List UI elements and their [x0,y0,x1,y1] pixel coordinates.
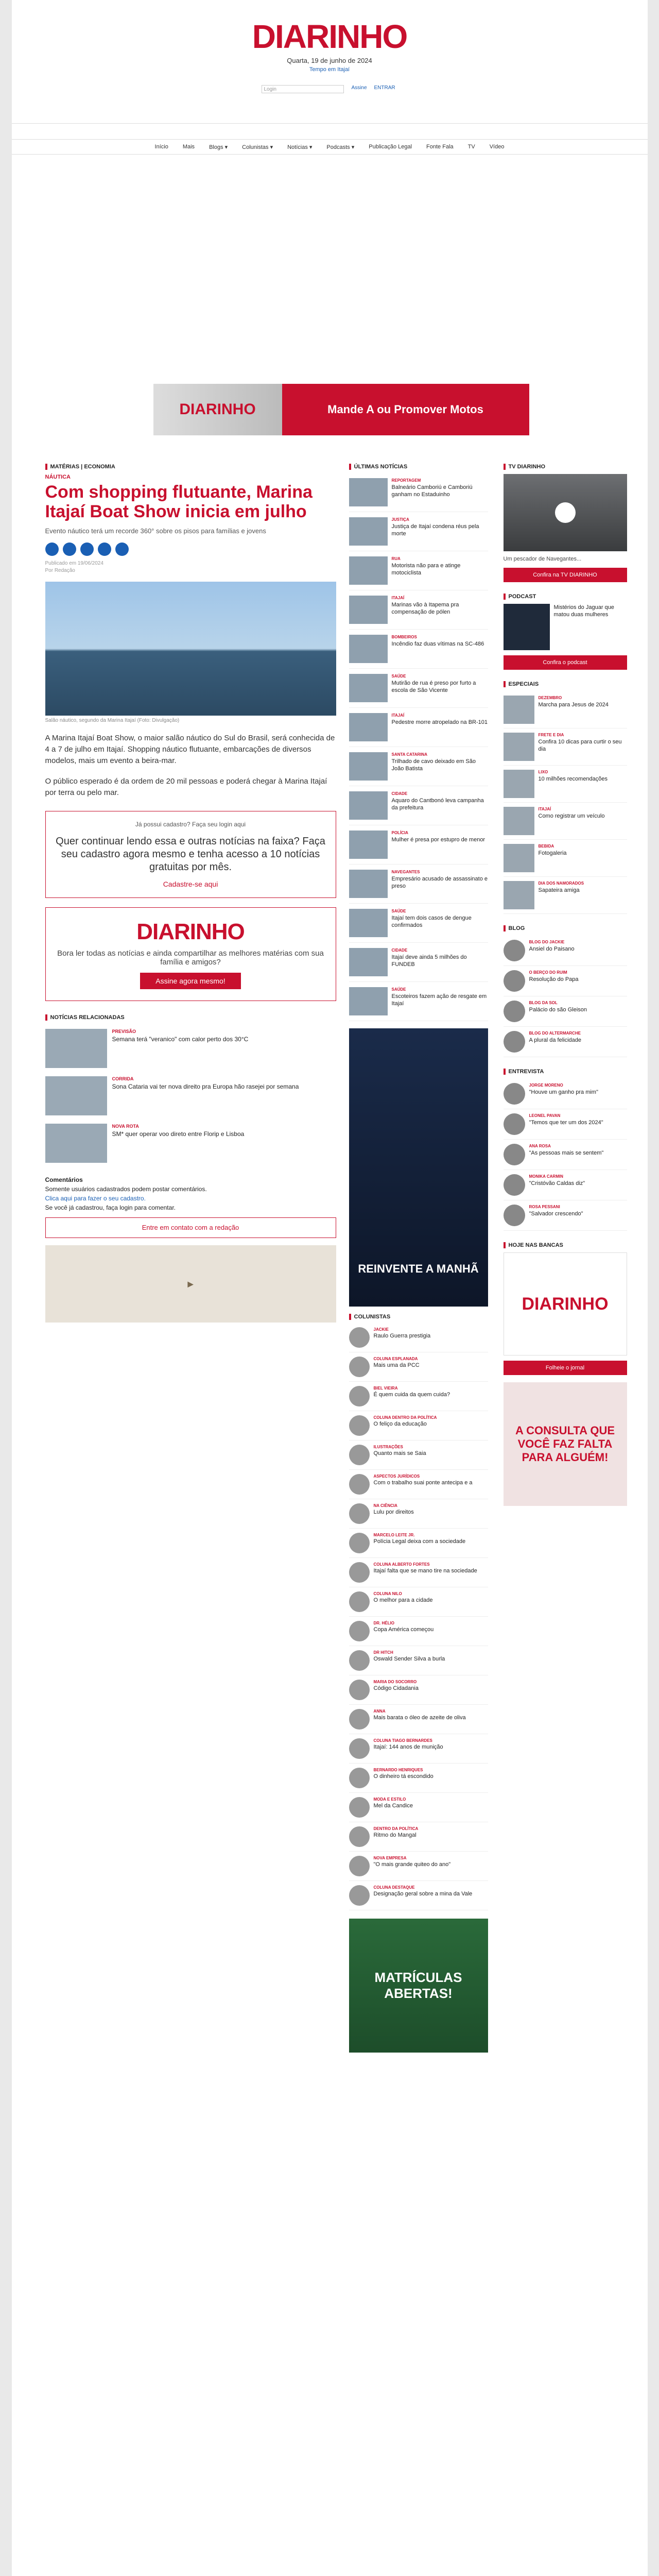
podcast-title: PODCAST [504,594,627,600]
news-headline[interactable]: Marinas vão à Itapema pra compensação de pólen [391,602,459,615]
news-headline[interactable]: Trilhado de cavo deixado em São João Batista [391,758,476,772]
news-item[interactable] [349,669,488,708]
news-kicker: JUSTIÇA [391,517,409,522]
photo-caption: Salão náutico, segundo da Marina Itajaí (Foto: Divulgação) [45,718,180,723]
right-column [504,464,627,1506]
comments-title: Comentários [45,1176,83,1183]
columnist-name: COLUNA DESTAQUE [373,1885,415,1890]
blog-name: BLOG DA SOL [529,1001,558,1005]
special-item[interactable] [504,728,627,766]
columnist-avatar [349,1738,370,1759]
related-headline[interactable]: Sona Cataria vai ter nova direito pra Europa hão rasejei por semana [112,1083,299,1090]
news-thumb [349,556,388,585]
news-thumb [349,870,388,898]
news-kicker: BOMBEIROS [391,635,417,639]
news-thumb [349,635,388,663]
columnist-headline[interactable]: Quanto mais se Saia [373,1450,426,1456]
enter-link[interactable]: ENTRAR [374,85,395,91]
columnist-avatar [349,1591,370,1612]
blog-item[interactable] [504,1027,627,1057]
interview-headline[interactable]: "Salvador crescendo" [529,1211,583,1217]
newspaper-cover[interactable] [504,1252,627,1355]
news-item[interactable] [349,551,488,590]
ad-left: DIARINHO [153,384,282,435]
columnist-name: NA CIÊNCIA [373,1503,397,1508]
news-kicker: REPORTAGEM [391,478,421,483]
columnist-avatar [349,1533,370,1553]
columnist-avatar [349,1327,370,1348]
related-news [45,1014,336,1163]
news-kicker: SAÚDE [391,987,406,992]
news-kicker: NAVEGANTES [391,870,420,874]
news-headline[interactable]: Itajaí tem dois casos de dengue confirmados [391,915,472,928]
side-ad[interactable]: REINVENTE A MANHÃ [349,1028,488,1307]
blog-headline[interactable]: Palácio do são Gleison [529,1007,587,1013]
columnist-item[interactable] [349,1558,488,1587]
interview-item[interactable] [504,1079,627,1109]
telegram-icon[interactable] [115,543,129,556]
register-link[interactable]: Cadastre-se aqui [163,880,218,888]
article-meta [45,560,336,574]
columnist-headline[interactable]: O feliço da educação [373,1421,427,1427]
related-kicker: NOVA ROTA [112,1124,139,1129]
special-item[interactable] [504,840,627,877]
subscribe-link[interactable]: Assine [351,85,367,91]
columnist-item[interactable] [349,1764,488,1793]
video-player[interactable] [504,474,627,551]
related-headline[interactable]: SM* quer operar voo direto entre Florip e Lisboa [112,1130,245,1138]
share-bar [45,543,336,556]
special-kicker: ITAJAÍ [538,807,551,811]
article-body [45,733,336,799]
news-headline[interactable]: Incêndio faz duas vítimas na SC-486 [391,641,484,647]
columnist-item[interactable] [349,1440,488,1470]
blog-list [504,936,627,1057]
columnist-name: COLUNA DENTRO DA POLÍTICA [373,1415,437,1420]
columnist-name: ASPECTOS JURÍDICOS [373,1474,420,1479]
news-headline[interactable]: Balneário Camboriú e Camboriú ganham no Estaduinho [391,484,473,498]
related-thumb [45,1076,107,1115]
article-photo[interactable] [45,582,336,716]
news-thumb [349,713,388,741]
podcast-text[interactable]: Mistérios do Jaguar que matou duas mulheres [553,604,614,618]
special-thumb [504,696,534,724]
columnist-item[interactable] [349,1822,488,1852]
news-item[interactable] [349,982,488,1021]
news-kicker: SAÚDE [391,909,406,913]
tv-button[interactable]: Confira na TV DIARINHO [504,568,627,582]
columnist-headline[interactable]: O dinheiro tá escondido [373,1773,433,1780]
related-item[interactable] [45,1076,336,1115]
columnist-name: MODA E ESTILO [373,1797,406,1802]
columnist-item[interactable] [349,1411,488,1440]
nav-item[interactable]: Mais [182,144,195,150]
columnist-avatar [349,1357,370,1377]
interview-name: ROSA PESSANI [529,1205,560,1209]
nav-item[interactable]: Colunistas ▾ [242,144,273,150]
related-kicker: CORRIDA [112,1076,134,1081]
columnist-avatar [349,1562,370,1583]
columnist-avatar [349,1503,370,1524]
columnist-item[interactable] [349,1382,488,1411]
news-thumb [349,674,388,702]
cover-logo: DIARINHO [522,1294,609,1314]
news-thumb [349,831,388,859]
columnist-item[interactable] [349,1323,488,1352]
columnist-headline[interactable]: Itajaí: 144 anos de munição [373,1744,443,1750]
header-date: Quarta, 19 de junho de 2024 [287,57,372,64]
top-banner-ad[interactable] [153,384,529,435]
special-item[interactable] [504,766,627,803]
special-item[interactable] [504,877,627,914]
columnist-headline[interactable]: Código Cidadania [373,1685,419,1691]
login-prompt[interactable]: Já possui cadastro? Faça seu login aqui [135,821,246,828]
latest-news-column [349,464,488,2053]
news-thumb [349,948,388,976]
news-item[interactable] [349,904,488,943]
special-thumb [504,733,534,761]
news-headline[interactable]: Pedestre morre atropelado na BR-101 [391,719,488,725]
related-thumb [45,1124,107,1163]
news-item[interactable] [349,630,488,669]
columnist-headline[interactable]: Copa América começou [373,1626,434,1633]
columnist-name: ILUSTRAÇÕES [373,1445,403,1449]
interview-item[interactable] [504,1140,627,1170]
special-headline[interactable]: Fotogaleria [538,850,567,856]
columnist-name: MARCELO LEITE JR. [373,1533,415,1537]
play-icon[interactable] [555,502,576,523]
news-thumb [349,909,388,937]
blog-title: BLOG [504,925,627,931]
columnist-avatar [349,1415,370,1436]
news-headline[interactable]: Motorista não para e atinge motociclista [391,563,461,576]
news-headline[interactable]: Aquaro do Cantbonó leva campanha da prefeitura [391,798,484,811]
special-headline[interactable]: Como registrar um veículo [538,813,605,819]
columnist-headline[interactable]: Lulu por direitos [373,1509,414,1515]
columnist-item[interactable] [349,1705,488,1734]
blog-name: BLOG DO JACKIE [529,940,565,944]
columnist-headline[interactable]: Mais uma da PCC [373,1362,420,1368]
columnist-avatar [349,1474,370,1495]
columnist-name: DR HITCH [373,1650,393,1655]
enrollment-ad[interactable]: MATRÍCULAS ABERTAS! [349,1919,488,2053]
video-text: Um pescador de Navegantes... [503,556,582,562]
page [12,0,648,2576]
subscribe-box [45,907,336,1001]
columnist-item[interactable] [349,1617,488,1646]
ad-right: Mande A ou Promover Motos [282,384,529,435]
news-kicker: POLÍCIA [391,831,408,835]
news-headline[interactable]: Justiça de Itajaí condena réus pela morte [391,523,479,537]
related-thumb [45,1029,107,1068]
facebook-icon[interactable] [45,543,59,556]
news-thumb [349,596,388,624]
article-lead: Evento náutico terá um recorde 360° sobre os pisos para famílias e jovens [45,527,266,535]
article-paragraph: A Marina Itajaí Boat Show, o maior salão náutico do Sul do Brasil, será conhecida de 4 a 7 de julho em Itajaí. Shopping náutico flutuante, embarcações de diversos modelos, mais um evento a beira-mar. [45,734,335,765]
columnist-item[interactable] [349,1675,488,1705]
news-kicker: RUA [391,556,401,561]
comments-section [45,1175,336,1238]
main-nav [12,139,648,155]
columnist-name: JACKIE [373,1327,389,1332]
comments-login[interactable]: Se você já cadastrou, faça login para comentar. [45,1204,176,1211]
news-kicker: ITAJAÍ [391,596,405,600]
newsstand-title: HOJE NAS BANCAS [504,1242,627,1248]
columnist-item[interactable] [349,1881,488,1910]
publish-date: Publicado em 19/06/2024 [45,561,103,566]
interview-item[interactable] [504,1170,627,1200]
interview-avatar [504,1113,525,1135]
interview-name: ANA ROSA [529,1144,551,1148]
related-kicker: PREVISÃO [112,1029,136,1034]
blog-avatar [504,970,525,992]
weather-link[interactable]: Tempo em Itajaí [309,66,350,73]
subscribe-logo: DIARINHO [136,919,245,944]
blog-name: BLOG DO ALTERMARCHE [529,1031,581,1036]
special-kicker: DIA DOS NAMORADOS [538,881,584,886]
news-thumb [349,752,388,781]
columnist-name: COLUNA ALBERTO FORTES [373,1562,430,1567]
article-paragraph: O público esperado é da ordem de 20 mil pessoas e poderá chegar à Marina Itajaí por terra ou pelo mar. [45,777,327,797]
news-item[interactable] [349,473,488,512]
nav-item[interactable]: Fonte Fala [426,144,454,150]
columnist-item[interactable] [349,1793,488,1822]
columnist-name: NOVA EMPRESA [373,1856,407,1860]
news-kicker: SAÚDE [391,674,406,679]
article-section[interactable]: MATÉRIAS | ECONOMIA [45,464,336,470]
columnist-headline[interactable]: Ritmo do Mangal [373,1832,417,1838]
columnist-name: DENTRO DA POLÍTICA [373,1826,419,1831]
interview-headline[interactable]: "Temos que ter um dos 2024" [529,1120,603,1126]
columnist-headline[interactable]: Itajaí falta que se mano tire na sociedade [373,1568,477,1574]
interview-item[interactable] [504,1200,627,1231]
news-kicker: CIDADE [391,948,408,953]
columnist-item[interactable] [349,1587,488,1617]
news-item[interactable] [349,747,488,786]
columnist-name: BERNARDO HENRIQUES [373,1768,423,1772]
blog-item[interactable] [504,936,627,966]
latest-news-title: ÚLTIMAS NOTÍCIAS [349,464,488,470]
columnist-avatar [349,1709,370,1730]
specials-title: ESPECIAIS [504,681,627,687]
blog-item[interactable] [504,996,627,1027]
nav-item[interactable]: Notícias ▾ [287,144,313,150]
subscribe-text: Bora ler todas as notícias e ainda compartilhar as melhores matérias com sua família e amigos? [57,949,324,967]
specials-list [504,691,627,914]
news-thumb [349,517,388,546]
columnist-avatar [349,1826,370,1847]
interview-name: MONIKA CARMIN [529,1174,563,1179]
blog-avatar [504,1001,525,1022]
article-title: Com shopping flutuante, Marina Itajaí Boat Show inicia em julho [45,482,313,521]
header-links [352,85,395,91]
related-item[interactable] [45,1029,336,1068]
interview-name: LEONEL PAVAN [529,1113,561,1118]
paywall-box [45,811,336,898]
podcast-item[interactable] [504,604,627,650]
news-headline[interactable]: Empresário acusado de assassinato e preso [391,876,488,889]
related-title: NOTÍCIAS RELACIONADAS [45,1014,336,1021]
newsstand-button[interactable]: Folheie o jornal [504,1361,627,1375]
blog-avatar [504,1031,525,1053]
news-headline[interactable]: Mutirão de rua é preso por furto a escola de São Vicente [391,680,476,693]
columnist-name: BIEL VIEIRA [373,1386,398,1391]
special-headline[interactable]: 10 milhões recomendações [538,776,608,782]
news-kicker: SANTA CATARINA [391,752,427,757]
interview-name: JORGE MORENO [529,1083,563,1088]
interview-avatar [504,1144,525,1165]
blog-item[interactable] [504,966,627,996]
columnist-name: COLUNA NILO [373,1591,402,1596]
nav-item[interactable]: Início [154,144,168,150]
blog-avatar [504,940,525,961]
columnist-headline[interactable]: Mel da Candice [373,1803,413,1809]
blog-name: O BERÇO DO RUIM [529,970,567,975]
podcast-thumb [504,604,550,650]
columnist-headline[interactable]: Com o trabalho suai ponte antecipa e a [373,1480,473,1486]
interview-title: ENTREVISTA [504,1069,627,1075]
header [12,0,648,124]
special-item[interactable] [504,691,627,728]
blog-headline[interactable]: Ansiel do Paisano [529,946,575,952]
tv-title: TV DIARINHO [504,464,627,470]
columnist-avatar [349,1621,370,1641]
contact-button[interactable]: Entre em contato com a redação [45,1217,336,1238]
columnist-item[interactable] [349,1852,488,1881]
health-ad[interactable]: A CONSULTA QUE VOCÊ FAZ FALTA PARA ALGUÉM! [504,1382,627,1506]
columnist-avatar [349,1386,370,1406]
news-item[interactable] [349,512,488,551]
news-kicker: CIDADE [391,791,408,796]
interview-headline[interactable]: "Houve um ganho pra mim" [529,1089,598,1095]
news-item[interactable] [349,590,488,630]
special-kicker: DEZEMBRO [538,696,562,700]
nav-item[interactable]: Vídeo [489,144,505,150]
twitter-icon[interactable] [63,543,76,556]
columnist-item[interactable] [349,1646,488,1675]
special-thumb [504,770,534,798]
columnist-avatar [349,1445,370,1465]
columnist-headline[interactable]: É quem cuida da quem cuida? [373,1392,450,1398]
columnist-avatar [349,1856,370,1876]
news-thumb [349,478,388,506]
nav-item[interactable]: Blogs ▾ [209,144,228,150]
columnists-title: COLUNISTAS [349,1314,488,1320]
special-headline[interactable]: Sapateira amiga [538,887,580,893]
columnists-list [349,1323,488,1910]
columnist-headline[interactable]: Polícia Legal deixa com a sociedade [373,1538,466,1545]
news-item[interactable] [349,865,488,904]
interview-headline[interactable]: "Cristóvão Caldas diz" [529,1180,585,1187]
columnist-avatar [349,1768,370,1788]
columnist-avatar [349,1650,370,1671]
nav-item[interactable]: Publicação Legal [369,144,412,150]
site-logo[interactable]: DIARINHO [252,18,407,55]
columnist-headline[interactable]: Mais barata o óleo de azeite de oliva [373,1715,466,1721]
columnist-avatar [349,1680,370,1700]
columnist-name: MARIA DO SOCORRO [373,1680,417,1684]
news-item[interactable] [349,786,488,825]
columnist-headline[interactable]: Raulo Guerra prestigia [373,1333,431,1339]
article [45,464,336,1323]
special-thumb [504,807,534,835]
special-thumb [504,881,534,909]
special-kicker: BEBIDA [538,844,554,849]
news-kicker: ITAJAÍ [391,713,405,718]
special-kicker: LIXO [538,770,548,774]
columnist-item[interactable] [349,1352,488,1382]
subscribe-button[interactable]: Assine agora mesmo! [140,973,240,989]
news-thumb [349,987,388,1015]
special-item[interactable] [504,803,627,840]
columnist-item[interactable] [349,1499,488,1529]
paywall-headline: Quer continuar lendo essa e outras notícias na faixa? Faça seu cadastro agora mesmo e tenha acesso a 10 notícias gratuitas por mês. [56,836,325,873]
columnist-name: DR. HÉLIO [373,1621,394,1625]
news-item[interactable] [349,825,488,865]
columnist-headline[interactable]: "O mais grande quiteo do ano" [373,1861,451,1868]
special-headline[interactable]: Marcha para Jesus de 2024 [538,702,609,708]
interview-avatar [504,1205,525,1226]
interview-headline[interactable]: "As pessoas mais se sentem" [529,1150,604,1156]
columnist-avatar [349,1885,370,1906]
columnist-headline[interactable]: O melhor para a cidade [373,1597,433,1603]
special-headline[interactable]: Confira 10 dicas para curtir o seu dia [538,739,622,752]
special-thumb [504,844,534,872]
special-kicker: FRETE E DIA [538,733,564,737]
latest-news-list [349,473,488,1021]
related-headline[interactable]: Semana terá "veranico" com calor perto dos 30°C [112,1036,249,1043]
interview-list [504,1079,627,1231]
news-thumb [349,791,388,820]
columnist-item[interactable] [349,1734,488,1764]
columnist-item[interactable] [349,1470,488,1499]
news-headline[interactable]: Itajaí deve ainda 5 milhões do FUNDEB [391,954,467,968]
columnist-name: COLUNA TIAGO BERNARDES [373,1738,432,1743]
register-comment-link[interactable]: Clica aqui para fazer o seu cadastro. [45,1195,146,1202]
blog-headline[interactable]: A plural da felicidade [529,1037,582,1043]
news-headline[interactable]: Escoteiros fazem ação de resgate em Itajaí [391,993,487,1007]
columnist-headline[interactable]: Oswald Sender Silva a burla [373,1656,445,1662]
nav-item[interactable]: Podcasts ▾ [326,144,355,150]
news-headline[interactable]: Mulher é presa por estupro de menor [391,837,485,843]
bottom-ad[interactable]: ▶ [45,1245,336,1323]
interview-avatar [504,1174,525,1196]
author: Por Redação [45,568,75,573]
nav-item[interactable]: TV [467,144,475,150]
columnist-name: COLUNA ESPLANADA [373,1357,418,1361]
comments-note: Somente usuários cadastrados podem postar comentários. [45,1185,207,1193]
email-icon[interactable] [98,543,111,556]
podcast-button[interactable]: Confira o podcast [504,655,627,670]
news-item[interactable] [349,708,488,747]
columnist-headline[interactable]: Designação geral sobre a mina da Vale [373,1891,473,1897]
login-input[interactable]: Login [262,85,344,93]
columnist-name: ANNA [373,1709,386,1714]
whatsapp-icon[interactable] [80,543,94,556]
news-item[interactable] [349,943,488,982]
article-kicker: NÁUTICA [45,474,71,480]
interview-item[interactable] [504,1109,627,1140]
columnist-avatar [349,1797,370,1818]
interview-avatar [504,1083,525,1105]
related-item[interactable] [45,1124,336,1163]
columnist-item[interactable] [349,1529,488,1558]
blog-headline[interactable]: Resolução do Papa [529,976,579,982]
